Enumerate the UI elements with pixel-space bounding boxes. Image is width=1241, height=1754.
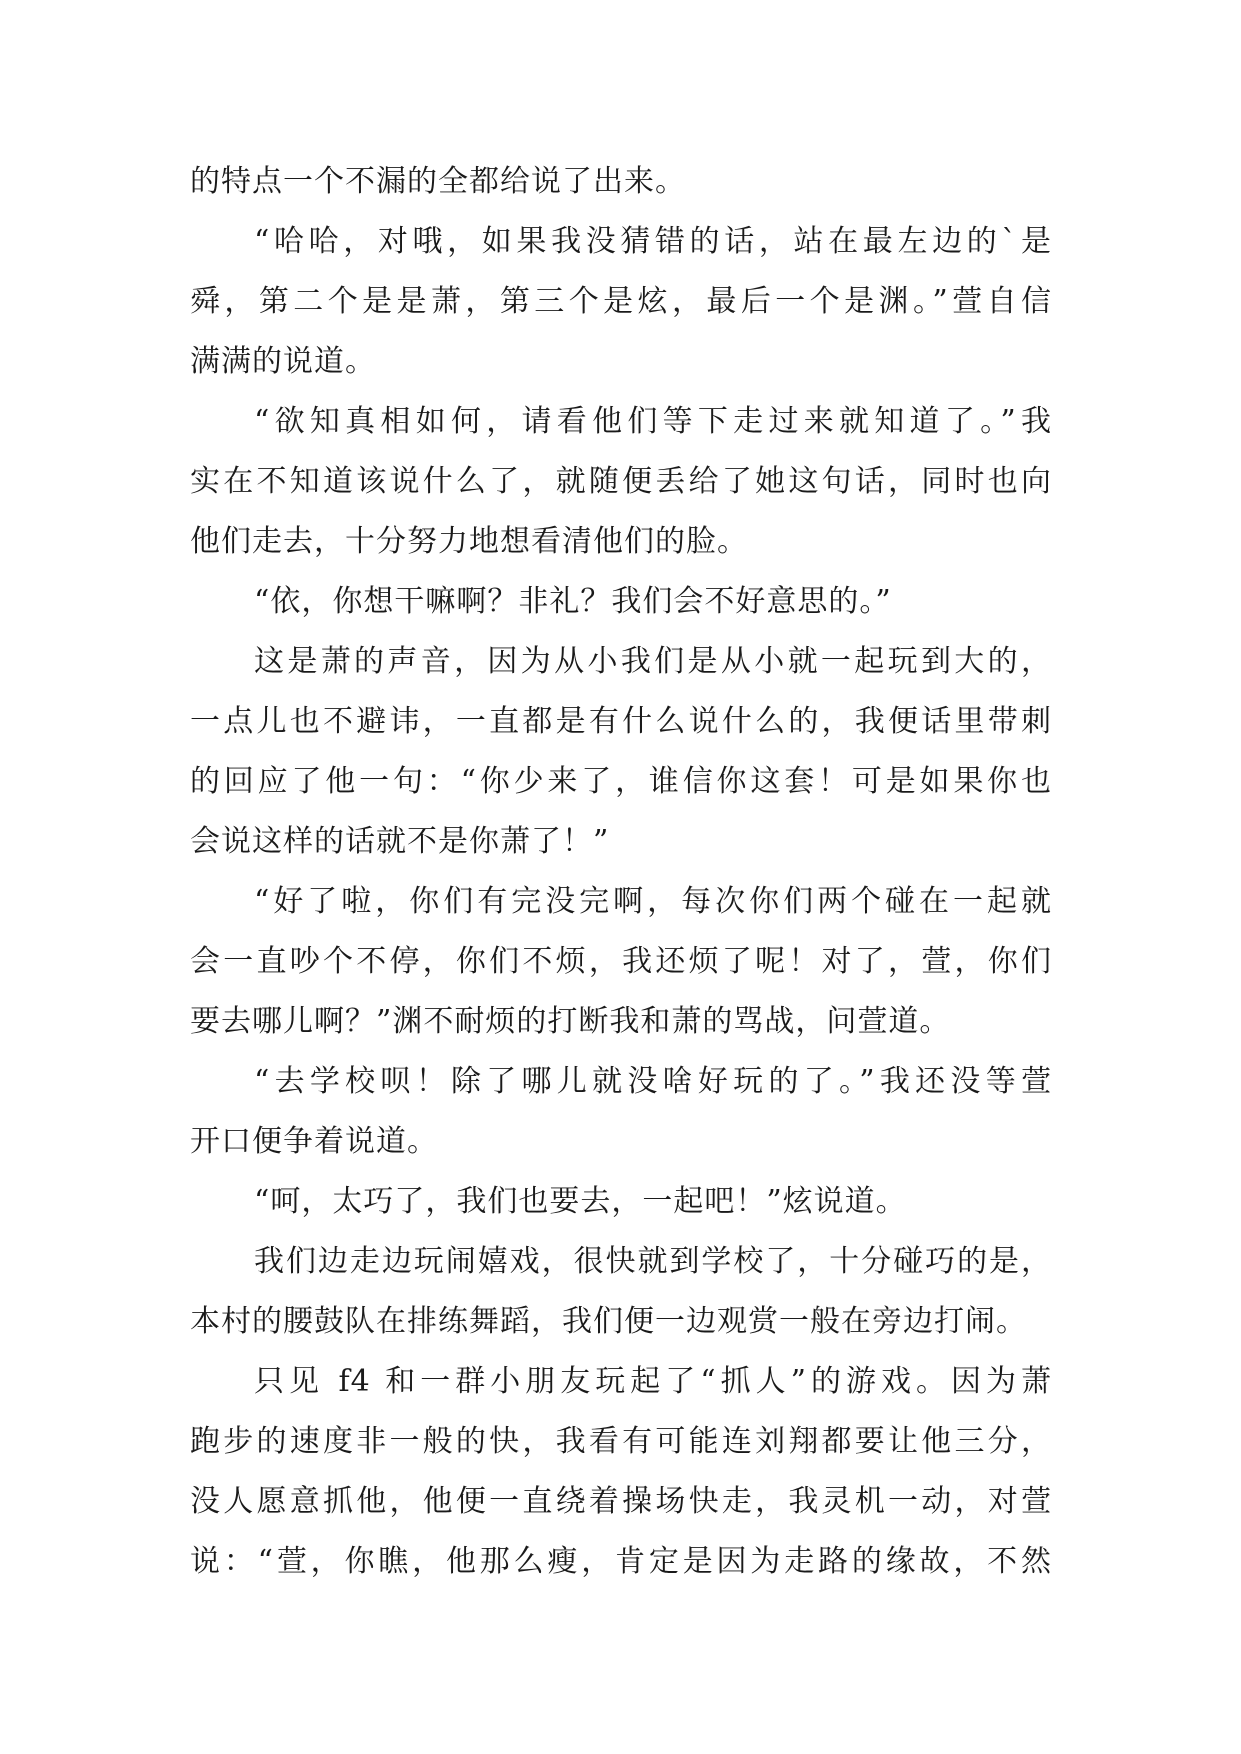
text-line: 这是萧的声音，因为从小我们是从小就一起玩到大的， [254, 644, 1052, 679]
text-line: 开口便争着说道。 [190, 1124, 438, 1159]
text-line: 说：“萱，你瞧，他那么瘦，肯定是因为走路的缘故，不然 [190, 1544, 1052, 1579]
text-line: 会一直吵个不停，你们不烦，我还烦了呢！对了，萱，你们 [190, 944, 1052, 979]
text-line: 的特点一个不漏的全都给说了出来。 [190, 164, 686, 199]
text-line: 舜，第二个是是萧，第三个是炫，最后一个是渊。”萱自信 [190, 284, 1052, 319]
text-line: 一点儿也不避讳，一直都是有什么说什么的，我便话里带刺 [190, 704, 1052, 739]
text-line: 要去哪儿啊？”渊不耐烦的打断我和萧的骂战，问萱道。 [190, 1004, 951, 1039]
text-line: 只见 f4 和一群小朋友玩起了“抓人”的游戏。因为萧 [254, 1364, 1052, 1399]
text-line: 他们走去，十分努力地想看清他们的脸。 [190, 524, 748, 559]
text-line: 满满的说道。 [190, 344, 376, 379]
text-line: 的回应了他一句：“你少来了，谁信你这套！可是如果你也 [190, 764, 1052, 799]
text-line: “依，你想干嘛啊？非礼？我们会不好意思的。” [254, 584, 892, 619]
text-line: “好了啦，你们有完没完啊，每次你们两个碰在一起就 [254, 884, 1052, 919]
text-line: 没人愿意抓他，他便一直绕着操场快走，我灵机一动，对萱 [190, 1484, 1052, 1519]
text-line: 会说这样的话就不是你萧了！” [190, 824, 610, 859]
text-line: 本村的腰鼓队在排练舞蹈，我们便一边观赏一般在旁边打闹。 [190, 1304, 1027, 1339]
text-line: “去学校呗！除了哪儿就没啥好玩的了。”我还没等萱 [254, 1064, 1052, 1099]
text-line: 我们边走边玩闹嬉戏，很快就到学校了，十分碰巧的是， [254, 1244, 1052, 1279]
text-line: 实在不知道该说什么了，就随便丢给了她这句话，同时也向 [190, 464, 1052, 499]
text-line: “呵，太巧了，我们也要去，一起吧！”炫说道。 [254, 1184, 907, 1219]
text-line: 跑步的速度非一般的快，我看有可能连刘翔都要让他三分， [190, 1424, 1052, 1459]
document-body-text [190, 152, 1052, 1592]
text-line: “哈哈，对哦，如果我没猜错的话，站在最左边的`是 [254, 224, 1052, 259]
text-line: “欲知真相如何，请看他们等下走过来就知道了。”我 [254, 404, 1052, 439]
